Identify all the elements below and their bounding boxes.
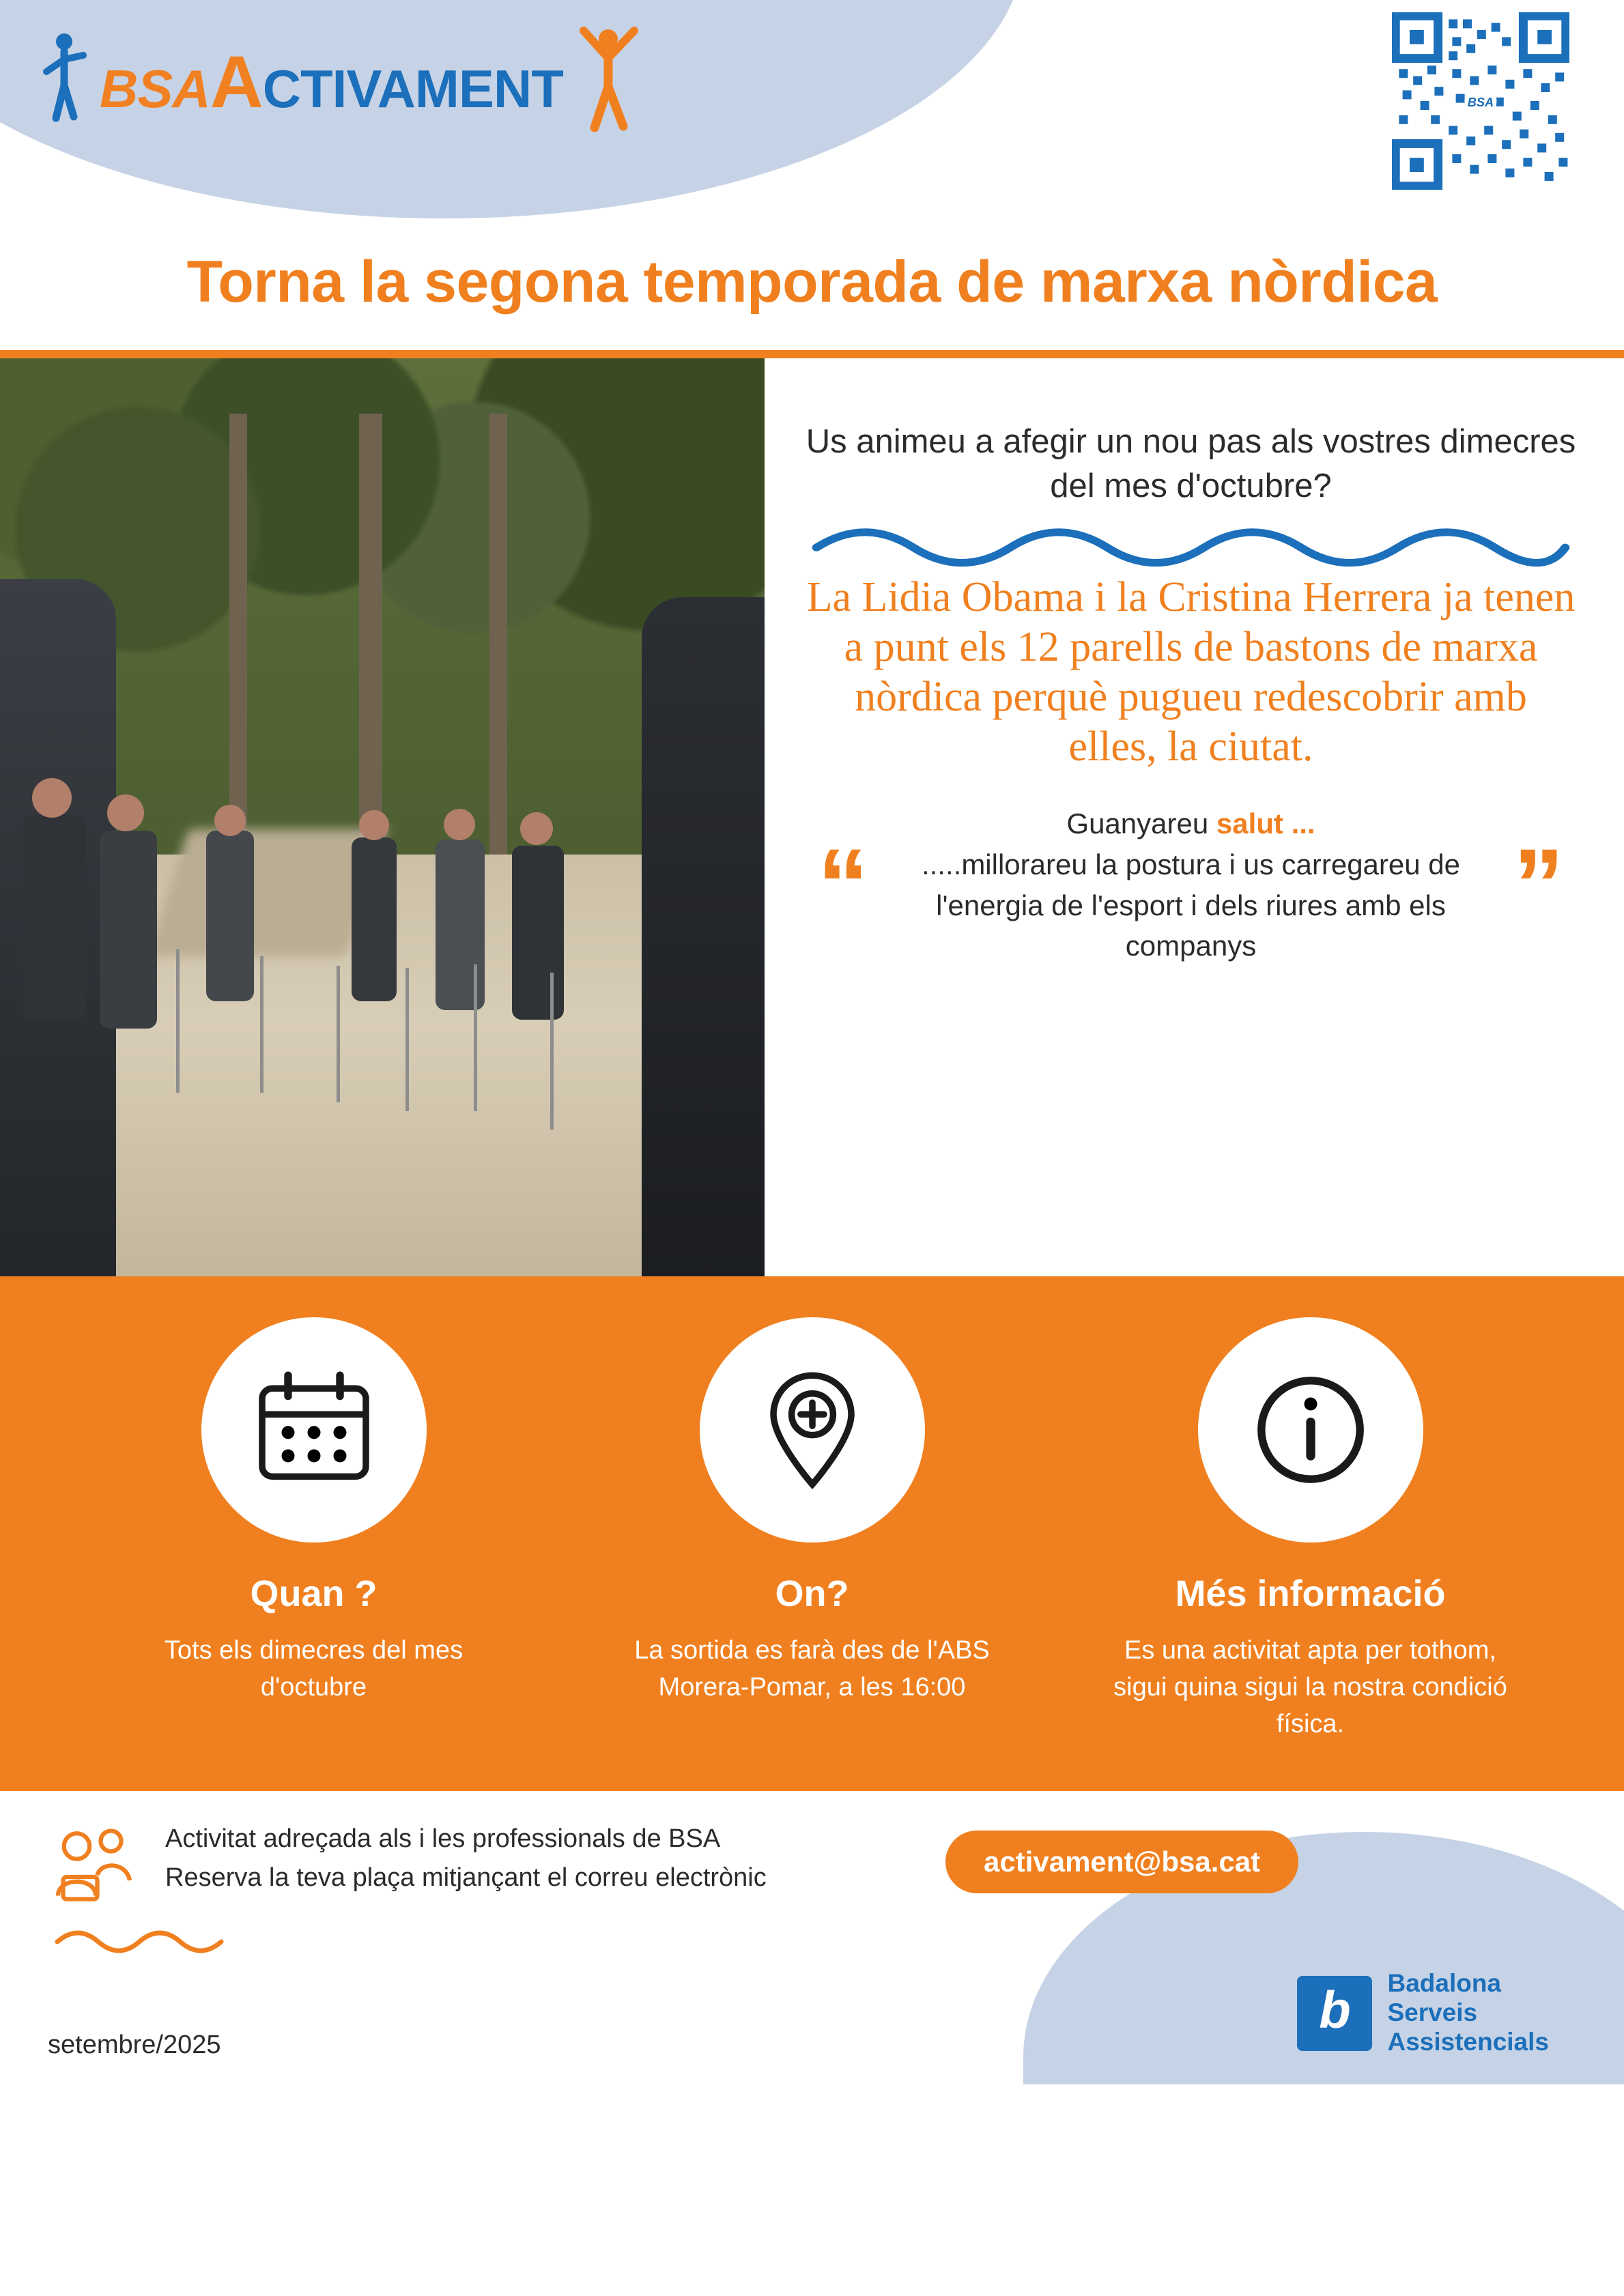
bsa-brand-line-1: Badalona	[1387, 1969, 1502, 1998]
info-card-text: Tots els dimecres del mes d'octubre	[164, 1636, 464, 1702]
info-icon	[1246, 1365, 1376, 1495]
testimonial-rest: .....millorareu la postura i us carregareu de l'energia de l'esport i dels riures amb els companys	[921, 848, 1461, 962]
logo-activament-text: CTIVAMENT	[262, 59, 563, 119]
poster-header	[0, 0, 1624, 242]
footer-note	[0, 1791, 1624, 1911]
calendar-icon-wrap	[201, 1317, 427, 1542]
title-block	[0, 242, 1624, 335]
testimonial-text	[887, 803, 1494, 966]
bsa-activament-logo	[41, 14, 645, 150]
location-pin-icon-wrap	[700, 1317, 925, 1542]
footer-wave-icon	[53, 1924, 231, 1958]
logo-runner-icon	[570, 24, 645, 140]
info-card-title: Més informació	[1175, 1573, 1446, 1615]
calendar-icon	[249, 1365, 379, 1495]
wave-divider-icon	[806, 521, 1576, 569]
highlight-paragraph: La Lidia Obama i la Cristina Herrera ja tenen a punt els 12 parells de bastons de marxa nòrdica perquè pugueu redescobrir amb elles, la ciutat.	[806, 573, 1576, 771]
bsa-brand-line-3: Assistencials	[1387, 2028, 1549, 2056]
publication-date: setembre/2025	[48, 2030, 221, 2060]
location-pin-icon	[747, 1365, 877, 1495]
info-card-text: La sortida es farà des de l'ABS Morera-Pomar, a les 16:00	[634, 1636, 990, 1702]
page-title: Torna la segona temporada de marxa nòrdica	[186, 249, 1438, 315]
poster-footer	[0, 1791, 1624, 2084]
logo-a-text: A	[210, 40, 263, 123]
testimonial-prefix: Guanyareu	[1066, 807, 1216, 840]
info-card-quan	[109, 1317, 519, 1743]
footer-line-2: Reserva la teva plaça mitjançant el correu electrònic	[165, 1863, 767, 1893]
people-icon	[48, 1822, 150, 1911]
activity-photo	[0, 358, 765, 1276]
qr-center-label: BSA	[1467, 95, 1494, 109]
footer-line-1: Activitat adreçada als i les professionals de BSA	[165, 1824, 721, 1854]
info-card-title: On?	[775, 1573, 849, 1615]
logo-walker-icon	[41, 31, 96, 133]
quote-close-icon: ”	[1513, 827, 1565, 943]
email-button[interactable]: activament@bsa.cat	[945, 1831, 1298, 1893]
info-band	[0, 1276, 1624, 1791]
info-card-text: Es una activitat apta per tothom, sigui quina sigui la nostra condició física.	[1113, 1636, 1507, 1739]
title-divider	[0, 350, 1624, 358]
quote-open-icon: “	[817, 827, 869, 943]
testimonial-block	[806, 803, 1576, 966]
bsa-logo-letter: b	[1319, 1981, 1351, 2039]
info-card-on	[608, 1317, 1017, 1743]
qr-code[interactable]	[1392, 12, 1569, 217]
bsa-logo-words	[1387, 1969, 1549, 2057]
info-card-title: Quan ?	[250, 1573, 377, 1615]
info-card-mes-informacio	[1106, 1317, 1515, 1743]
logo-bsa-text: BSA	[100, 59, 210, 119]
bsa-corporate-logo	[1297, 1969, 1549, 2057]
main-content	[0, 358, 1624, 1276]
bsa-brand-line-2: Serveis	[1387, 1998, 1478, 2027]
testimonial-strong: salut ...	[1216, 807, 1315, 840]
info-icon-wrap	[1198, 1317, 1423, 1542]
bsa-logo-mark	[1297, 1976, 1372, 2051]
text-column	[765, 358, 1624, 1276]
info-cards	[0, 1317, 1624, 1743]
lead-paragraph: Us animeu a afegir un nou pas als vostres dimecres del mes d'octubre?	[806, 423, 1576, 504]
